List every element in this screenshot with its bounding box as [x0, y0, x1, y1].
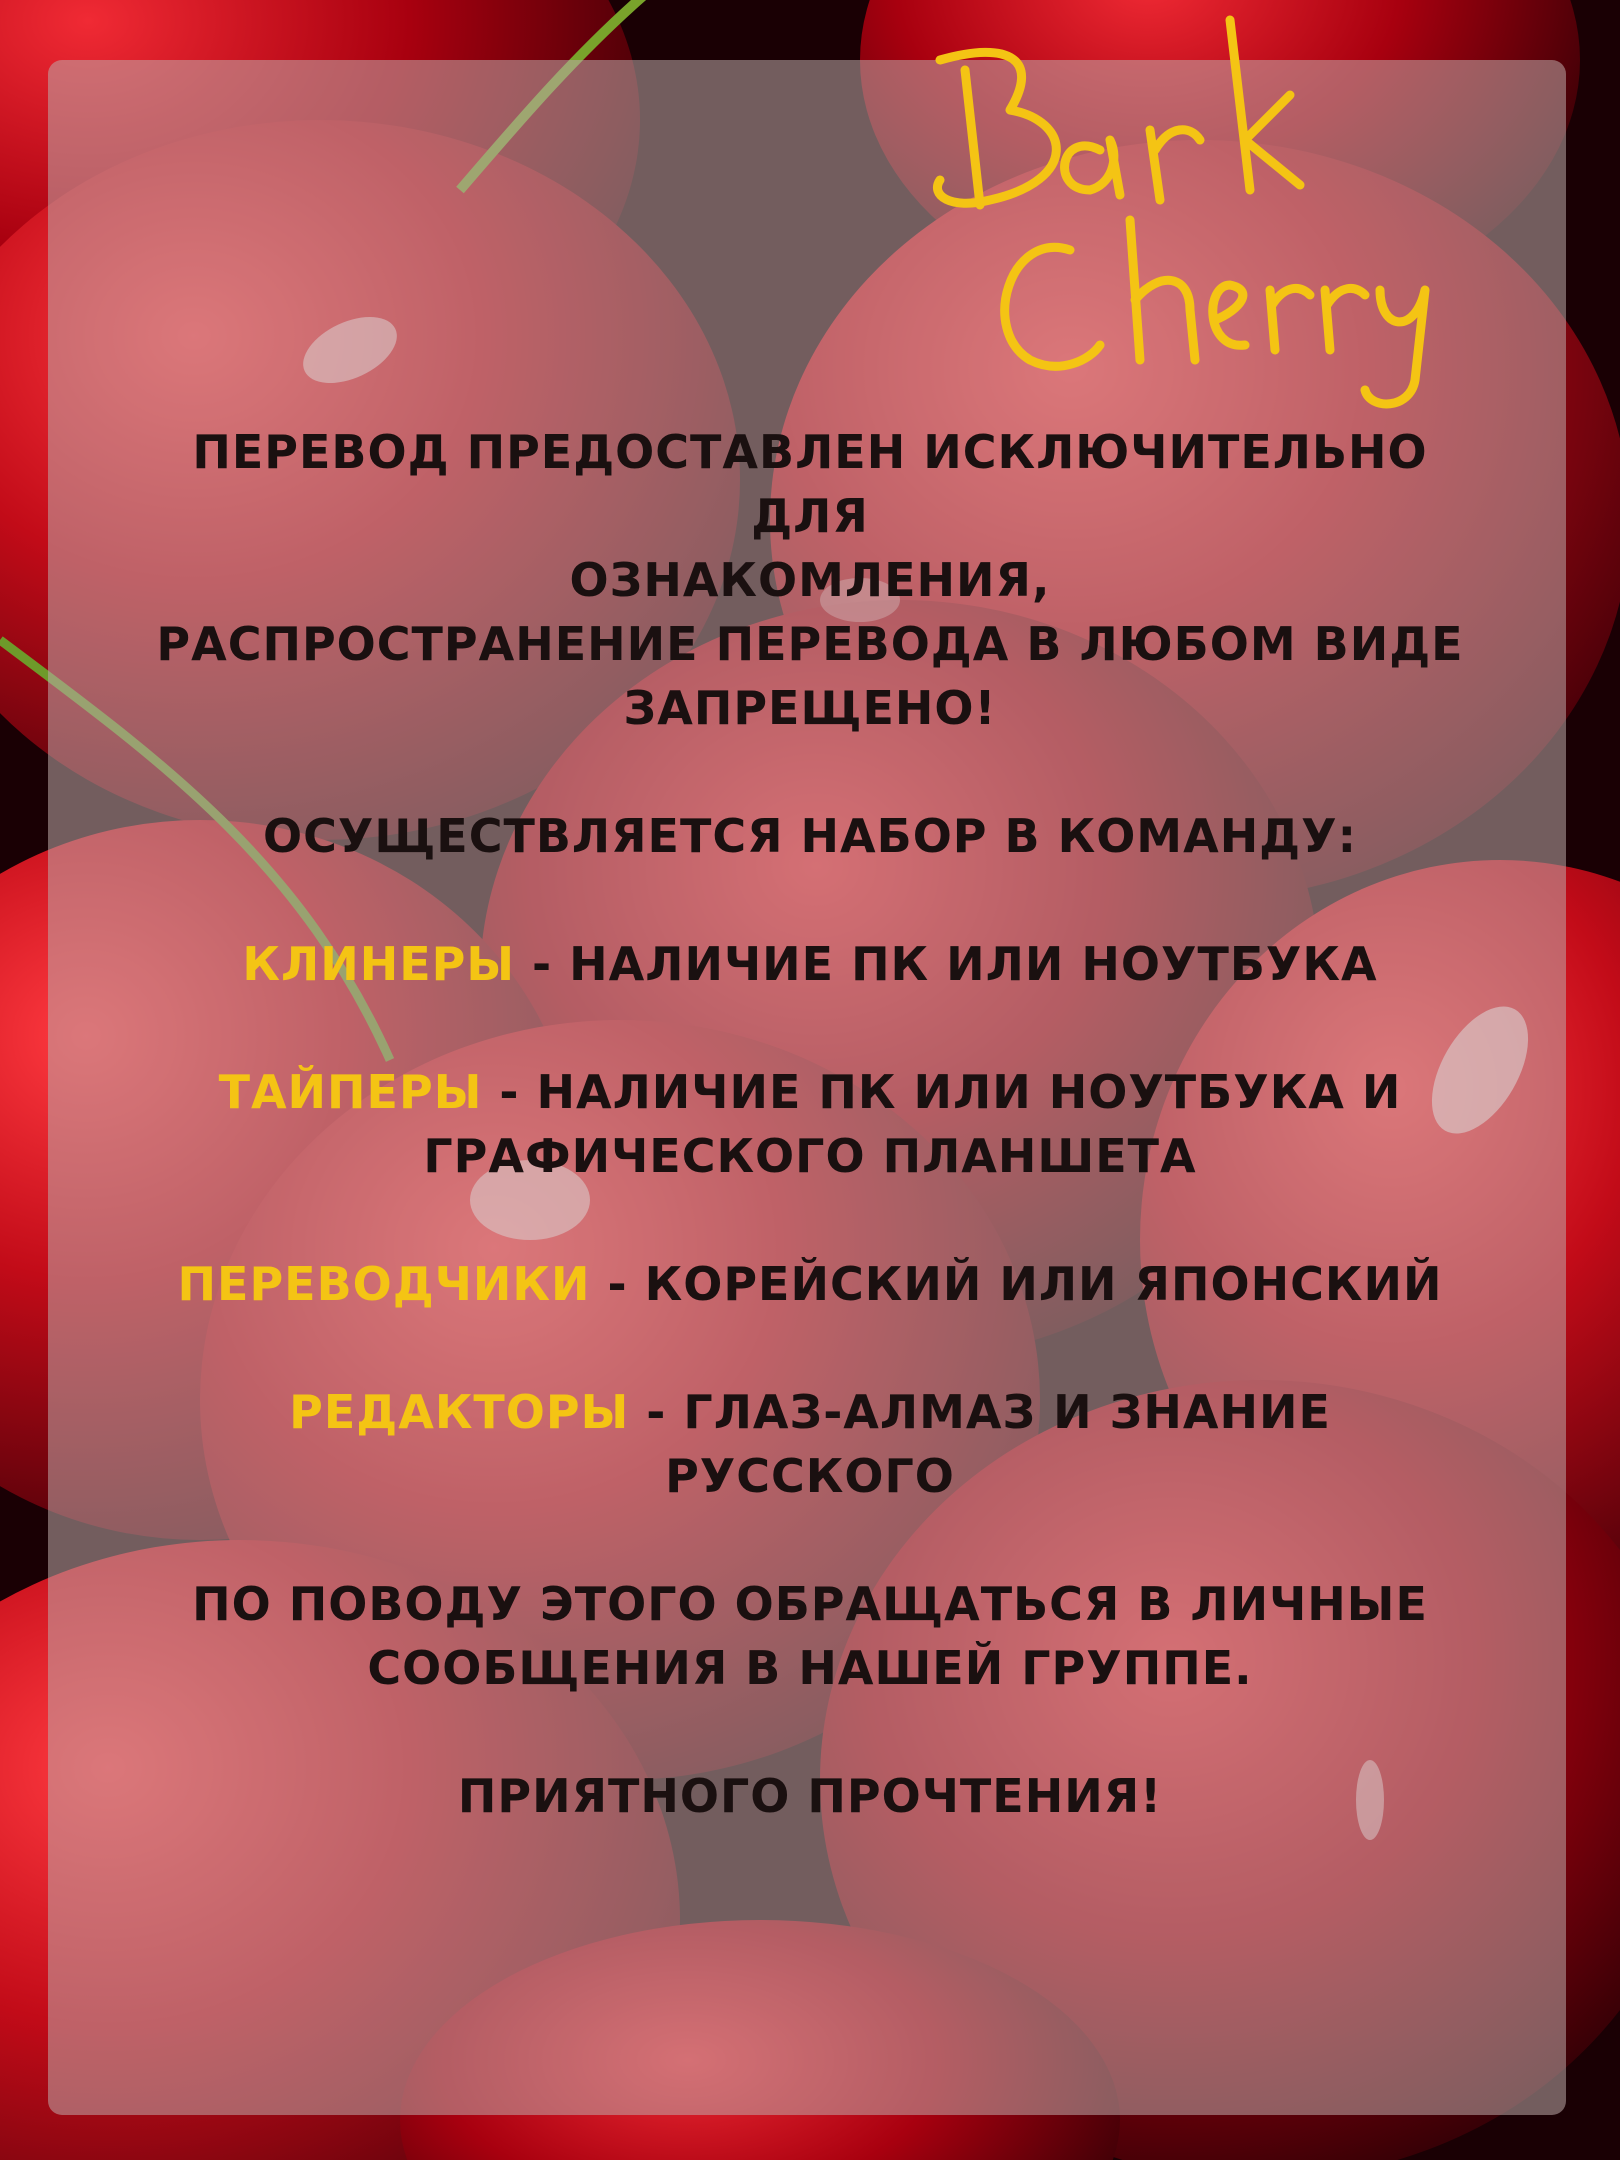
- role-description: - НАЛИЧИЕ ПК ИЛИ НОУТБУКА: [515, 937, 1378, 991]
- notice-line-3: РАСПРОСТРАНЕНИЕ ПЕРЕВОДА В ЛЮБОМ ВИДЕ: [156, 617, 1464, 671]
- recruit-heading: ОСУЩЕСТВЛЯЕТСЯ НАБОР В КОМАНДУ:: [262, 809, 1358, 863]
- notice-content: [140, 420, 1480, 1828]
- role-description: - КОРЕЙСКИЙ ИЛИ ЯПОНСКИЙ: [590, 1257, 1443, 1311]
- role-description: - НАЛИЧИЕ ПК ИЛИ НОУТБУКА И: [482, 1065, 1402, 1119]
- contact-line-2: СООБЩЕНИЯ В НАШЕЙ ГРУППЕ.: [367, 1641, 1253, 1695]
- role-name: КЛИНЕРЫ: [242, 937, 516, 991]
- dark-cherry-logo: [870, 0, 1470, 420]
- role-name: ТАЙПЕРЫ: [218, 1065, 483, 1119]
- closing-text: ПРИЯТНОГО ПРОЧТЕНИЯ!: [457, 1769, 1163, 1823]
- role-typers: [140, 1060, 1480, 1124]
- notice-line-1: ПЕРЕВОД ПРЕДОСТАВЛЕН ИСКЛЮЧИТЕЛЬНО ДЛЯ: [192, 425, 1428, 543]
- contact-line-1: ПО ПОВОДУ ЭТОГО ОБРАЩАТЬСЯ В ЛИЧНЫЕ: [192, 1577, 1428, 1631]
- notice-line-2: ОЗНАКОМЛЕНИЯ,: [569, 553, 1051, 607]
- role-editors: [140, 1380, 1480, 1508]
- role-name: ПЕРЕВОДЧИКИ: [177, 1257, 591, 1311]
- role-translators: [140, 1252, 1480, 1316]
- role-description-continued: ГРАФИЧЕСКОГО ПЛАНШЕТА: [423, 1129, 1197, 1183]
- role-cleaners: [140, 932, 1480, 996]
- role-description: - ГЛАЗ-АЛМАЗ И ЗНАНИЕ РУССКОГО: [629, 1385, 1331, 1503]
- notice-line-4: ЗАПРЕЩЕНО!: [623, 681, 997, 735]
- role-name: РЕДАКТОРЫ: [289, 1385, 630, 1439]
